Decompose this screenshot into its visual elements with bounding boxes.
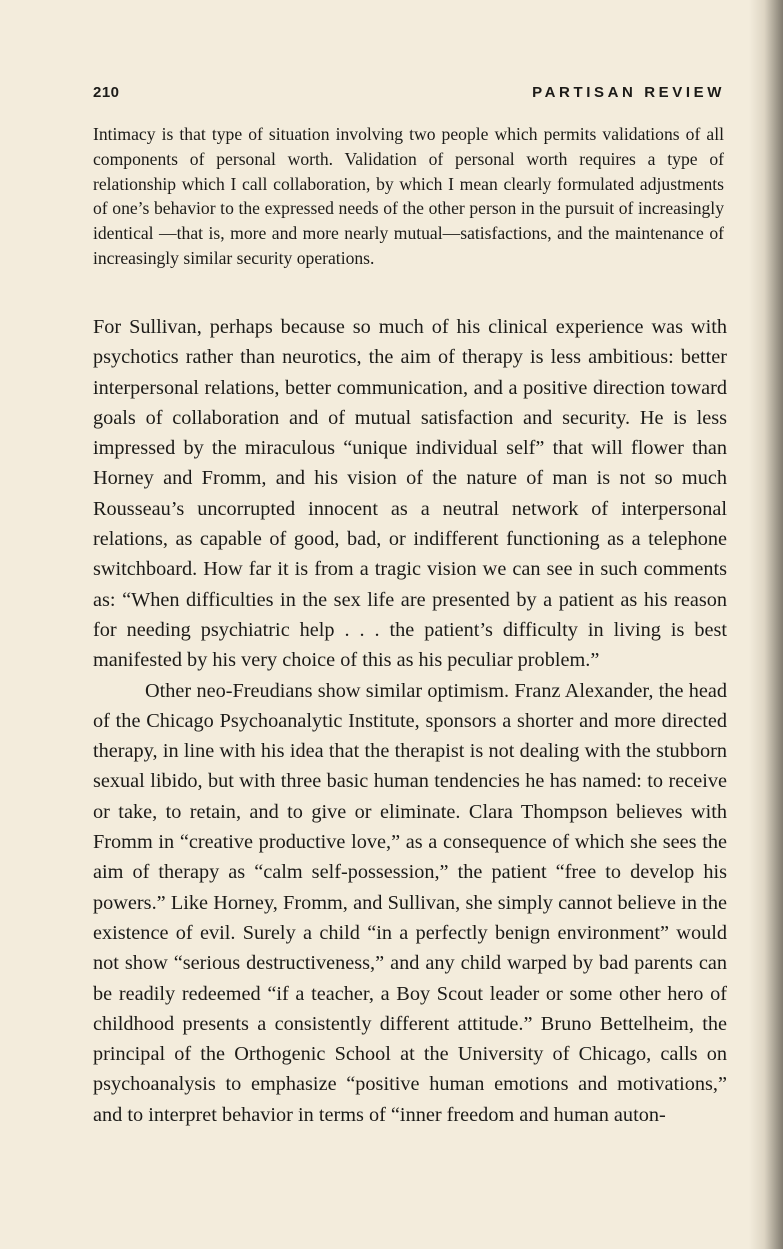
page-number: 210 — [93, 84, 120, 101]
body-text — [93, 312, 727, 1130]
paragraph: Other neo-Freudians show similar optimism. Franz Alexander, the head of the Chicago Psychoanalytic Institute, sponsors a shorter and more directed therapy, in line with his idea that the therapist is not dealing with the stubborn sexual libido, but with three basic human tendencies he has named: to receive or take, to retain, and to give or eliminate. Clara Thompson believes with Fromm in “creative productive love,” as a consequence of which she sees the aim of therapy as “calm self-possession,” the patient “free to develop his powers.” Like Horney, Fromm, and Sullivan, she simply cannot believe in the existence of evil. Surely a child “in a perfectly benign environment” would not show “serious destructiveness,” and any child warped by bad parents can be readily redeemed “if a teacher, a Boy Scout leader or some other hero of childhood presents a consistently different attitude.” Bruno Bettelheim, the principal of the Orthogenic School at the University of Chicago, calls on psychoanalysis to emphasize “positive human emotions and motivations,” and to interpret behavior in terms of “inner freedom and human auton- — [93, 679, 727, 1126]
page-edge-shadow — [749, 0, 783, 1249]
running-head: PARTISAN REVIEW — [532, 84, 725, 101]
page-header — [93, 84, 725, 110]
block-quote-text: Intimacy is that type of situation involving two people which permits validations of all components of personal worth. Validation of personal worth requires a type of relationship which I call collaboration, by which I mean clearly formulated adjustments of one’s behavior to the expressed needs of the other person in the pursuit of increasingly identical —that is, more and more nearly mutual—satisfactions, and the maintenance of increasingly similar security operations. — [93, 124, 724, 268]
block-quote — [93, 122, 724, 271]
paragraph: For Sullivan, perhaps because so much of his clinical experience was with psychotics rather than neurotics, the aim of therapy is less ambitious: better interpersonal relations, better communication, and a positive direction toward goals of collaboration and of mutual satisfaction and security. He is less impressed by the miraculous “unique individual self” that will flower than Horney and Fromm, and his vision of the nature of man is not so much Rousseau’s uncorrupted innocent as a neutral network of interpersonal relations, as capable of good, bad, or indifferent functioning as a telephone switchboard. How far it is from a tragic vision we can see in such comments as: “When difficulties in the sex life are presented by a patient as his reason for needing psychiatric help . . . the patient’s difficulty in living is best manifested by his very choice of this as his peculiar problem.” — [93, 316, 727, 672]
